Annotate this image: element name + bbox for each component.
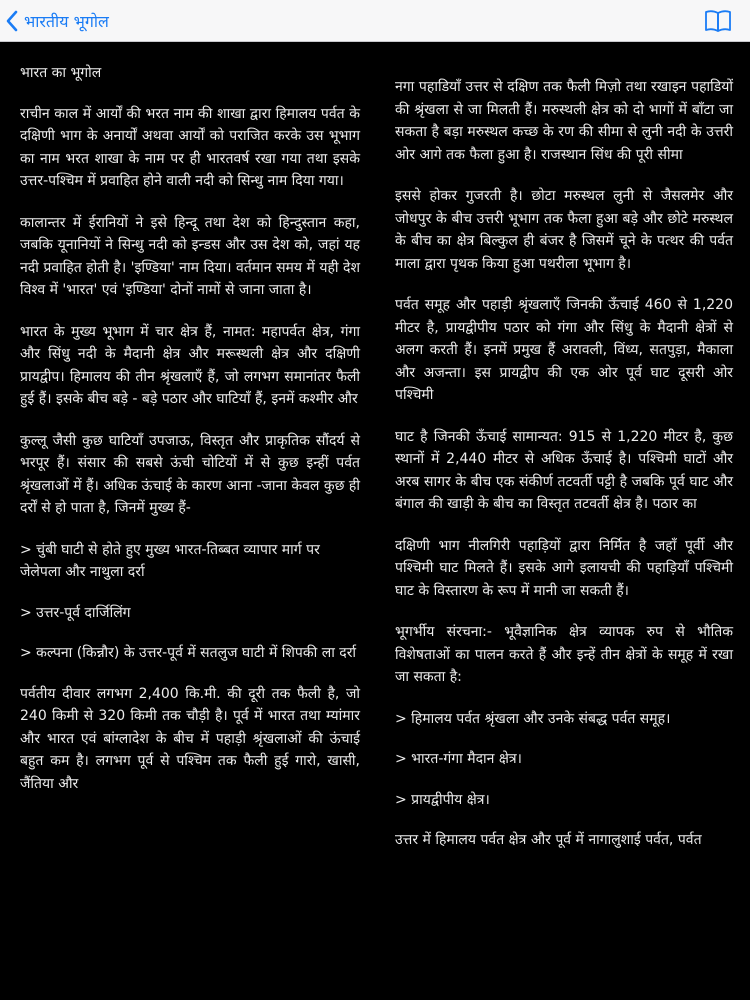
list-item: > हिमालय पर्वत श्रृंखला और उनके संबद्ध पर्वत समूह। (395, 710, 671, 727)
back-button[interactable] (6, 8, 109, 34)
list-item: > कल्पना (किन्नौर) के उत्तर-पूर्व में सतलुज घाटी में शिपकी ला दर्रा (20, 645, 357, 661)
list-item: > उत्तर-पूर्व दार्जिलिंग (20, 604, 131, 621)
paragraph: भारत के मुख्य भूभाग में चार क्षेत्र हैं, नामत: महापर्वत क्षेत्र, गंगा और सिंधु नदी के मैदानी क्षेत्र और मरूस्थली क्षेत्र और दक्षिणी प्रायद्वीप। हिमालय की तीन श्रृंखलाएँ हैं, जो लगभग समानांतर फैली हुई हैं। इसके बीच बड़े - बड़े पठार और घाटियाँ हैं, इनमें कश्मीर और (20, 323, 360, 407)
navigation-bar (0, 0, 750, 42)
right-column (395, 76, 733, 871)
reader-page (0, 42, 750, 1000)
paragraph: राचीन काल में आर्यों की भरत नाम की शाखा द्वारा हिमालय पर्वत के दक्षिणी भाग के अनार्यों अथवा आर्यों को पराजित करके उस भूभाग का नाम भरत शाखा के नाम पर ही भारतवर्ष रखा गया तथा इसके उत्तर-पश्चिम में प्रवाहित होने वाली नदी को सिन्धु नाम दिया गया। (20, 105, 360, 189)
chevron-left-icon (6, 10, 18, 32)
paragraph: पर्वत समूह और पहाड़ी श्रृंखलाएँ जिनकी ऊँचाई 460 से 1,220 मीटर है, प्रायद्वीपीय पठार को गंगा और सिंधु के मैदानी क्षेत्रों से अलग करती हैं। इनमें प्रमुख हैं अरावली, विंध्य, सतपुड़ा, मैकाला और अजन्ता। इस प्रायद्वीप की एक ओर पूर्व घाट दूसरी ओर पश्चिमी (395, 297, 733, 403)
list-item: > चुंबी घाटी से होते हुए मुख्य भारत-तिब्बत व्यापार मार्ग पर जेलेपला और नाथुला दर्रा (20, 541, 320, 580)
paragraph: दक्षिणी भाग नीलगिरी पहाड़ियों द्वारा निर्मित है जहाँ पूर्वी और पश्चिमी घाट मिलते हैं। इसके आगे इलायची की पहाड़ियाँ पश्चिमी घाट के विस्तारण के रूप में मानी जा सकती हैं। (395, 537, 733, 599)
paragraph: उत्तर में हिमालय पर्वत क्षेत्र और पूर्व में नागालुशाई पर्वत, पर्वत (395, 832, 702, 848)
left-column (20, 62, 360, 814)
paragraph: इससे होकर गुजरती है। छोटा मरुस्थल लुनी से जैसलमेर और जोधपुर के बीच उत्तरी भूभाग तक फैला हुआ बड़े और छोटे मरुस्थल के बीच का क्षेत्र बिल्कुल ही बंजर है जिसमें चूने के पत्थर की पर्वत माला द्वारा पृथक किया हुआ पथरीला भूभाग है। (395, 188, 733, 272)
list-item: > भारत-गंगा मैदान क्षेत्र। (395, 751, 522, 767)
paragraph: कुल्लू जैसी कुछ घाटियाँ उपजाऊ, विस्तृत और प्राकृतिक सौंदर्य से भरपूर हैं। संसार की सबसे ऊंची चोटियों में से कुछ इन्हीं पर्वत श्रृंखलाओं में हैं। अधिक ऊंचाई के कारण आना -जाना केवल कुछ ही दर्रों से हो पाता है, जिनमें मुख्य हैं- (20, 432, 360, 516)
list-item: > प्रायद्वीपीय क्षेत्र। (395, 791, 490, 808)
paragraph: नगा पहाडियाँ उत्तर से दक्षिण तक फैली मिज़ो तथा रखाइन पहाडियों की श्रृंखला से जा मिलती हैं। मरुस्थली क्षेत्र को दो भागों में बाँटा जा सकता है बड़ा मरुस्थल कच्छ के रण की सीमा से लुनी नदी के उत्तरी ओर आगे तक फैला हुआ है। राजस्थान सिंध की पूरी सीमा (395, 79, 733, 163)
book-icon[interactable] (704, 8, 732, 34)
paragraph: पर्वतीय दीवार लगभग 2,400 कि.मी. की दूरी तक फैली है, जो 240 किमी से 320 किमी तक चौड़ी है। पूर्व में भारत तथा म्यांमार और भारत एवं बांग्लादेश के बीच में पहाड़ी श्रृंखलाओं की ऊंचाई बहुत कम है। लगभग पूर्व से पश्चिम तक फैली हुई गारो, खासी, जैंतिया और (20, 685, 360, 792)
article-title: भारत का भूगोल (20, 65, 102, 81)
back-button-label: भारतीय भूगोल (24, 12, 109, 31)
paragraph: घाट है जिनकी ऊँचाई सामान्यत: 915 से 1,220 मीटर है, कुछ स्थानों में 2,440 मीटर से अधिक ऊँचाई है। पश्चिमी घाटों और अरब सागर के बीच एक संकीर्ण तटवर्ती पट्टी है जबकि पूर्व घाट और बंगाल की खाड़ी के बीच का विस्तृत तटवर्ती क्षेत्र है। पठार का (395, 428, 733, 512)
paragraph: कालान्तर में ईरानियों ने इसे हिन्दू तथा देश को हिन्दुस्तान कहा, जबकि यूनानियों ने सिन्धु नदी को इन्डस और उस देश को, जहां यह नदी प्रवाहित होती है। 'इण्डिया' नाम दिया। वर्तमान समय में यही देश विश्व में 'भारत' एवं 'इण्डिया' दोनों नामों से जाना जाता है। (20, 214, 360, 298)
paragraph: भूगर्भीय संरचना:- भूवैज्ञानिक क्षेत्र व्यापक रुप से भौतिक विशेषताओं का पालन करते हैं और इन्हें तीन क्षेत्रों के समूह में रखा जा सकता है: (395, 624, 733, 685)
